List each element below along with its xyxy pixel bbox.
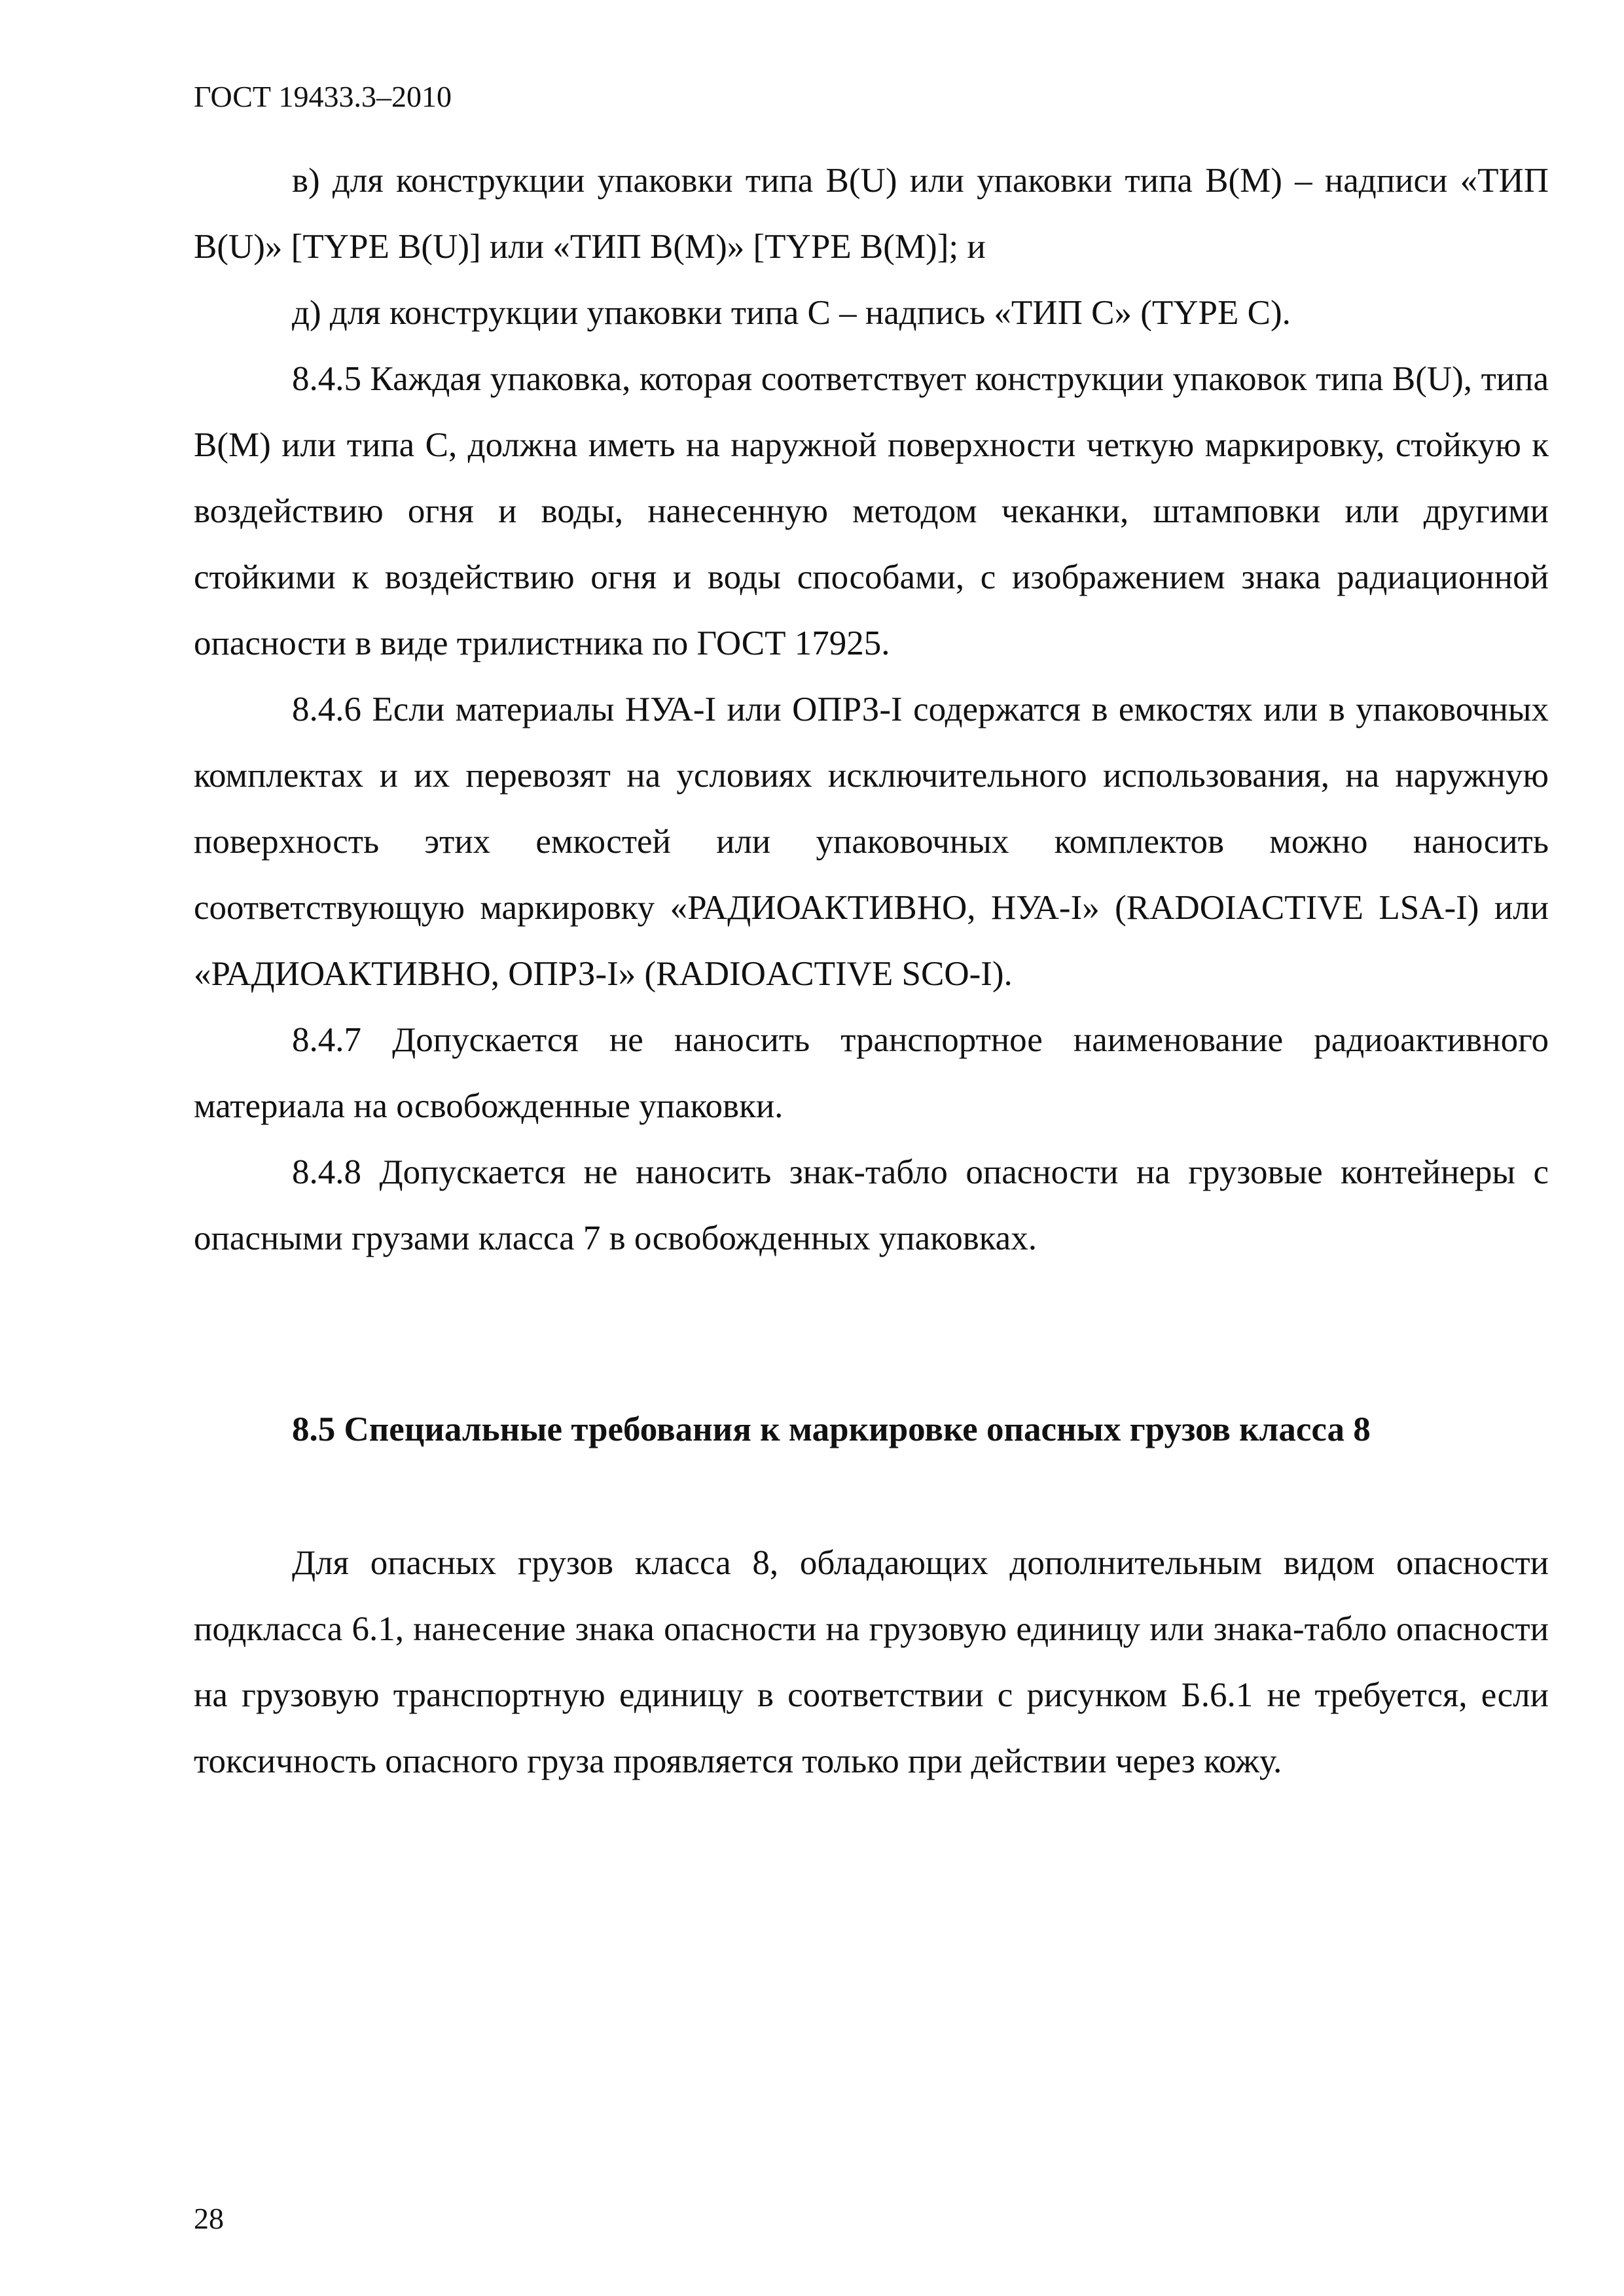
list-item-d: д) для конструкции упаковки типа С – надпись «ТИП С» (TYPE C). <box>292 294 1291 332</box>
paragraph-8-4-5: 8.4.5 Каждая упаковка, которая соответствует конструкции упаковок типа B(U), типа B(M) или типа С, должна иметь на наружной поверхности четкую маркировку, стойкую к воздействию огня и воды, нанесенную методом чеканки, штамповки или другими стойкими к воздействию огня и воды способами, с изображением знака радиационной опасности в виде трилистника по ГОСТ 17925. <box>194 360 1549 662</box>
paragraph-8-4-8: 8.4.8 Допускается не наносить знак-табло опасности на грузовые контейнеры с опасными грузами класса 7 в освобожденных упаковках. <box>194 1153 1549 1257</box>
paragraph-8-4-7: 8.4.7 Допускается не наносить транспортное наименование радиоактивного материала на освобожденные упаковки. <box>194 1021 1549 1125</box>
document-header: ГОСТ 19433.3–2010 <box>194 80 452 113</box>
paragraph-8-5: Для опасных грузов класса 8, обладающих дополнительным видом опасности подкласса 6.1, нанесение знака опасности на грузовую единицу или знака-табло опасности на грузовую транспортную единицу в соответствии с рисунком Б.6.1 не требуется, если токсичность опасного груза проявляется только при действии через кожу. <box>194 1544 1549 1780</box>
main-text <box>194 148 1549 1272</box>
list-item-v: в) для конструкции упаковки типа B(U) или упаковки типа B(M) – надписи «ТИП B(U)» [TYPE B(U)] или «ТИП B(M)» [TYPE B(M)]; и <box>194 162 1549 266</box>
section-text <box>194 1530 1549 1795</box>
paragraph-8-4-6: 8.4.6 Если материалы НУА-I или ОПРЗ-I содержатся в емкостях или в упаковочных комплектах и их перевозят на условиях исключительного использования, на наружную поверхность этих емкостей или упаковочных комплектов можно наносить соответствующую маркировку «РАДИОАКТИВНО, НУА-I» (RADOIACTIVE LSA-I) или «РАДИОАКТИВНО, ОПРЗ-I» (RADIOACTIVE SCO-I). <box>194 691 1549 993</box>
section-heading: 8.5 Специальные требования к маркировке опасных грузов класса 8 <box>292 1410 1371 1448</box>
page-number: 28 <box>194 2202 224 2235</box>
